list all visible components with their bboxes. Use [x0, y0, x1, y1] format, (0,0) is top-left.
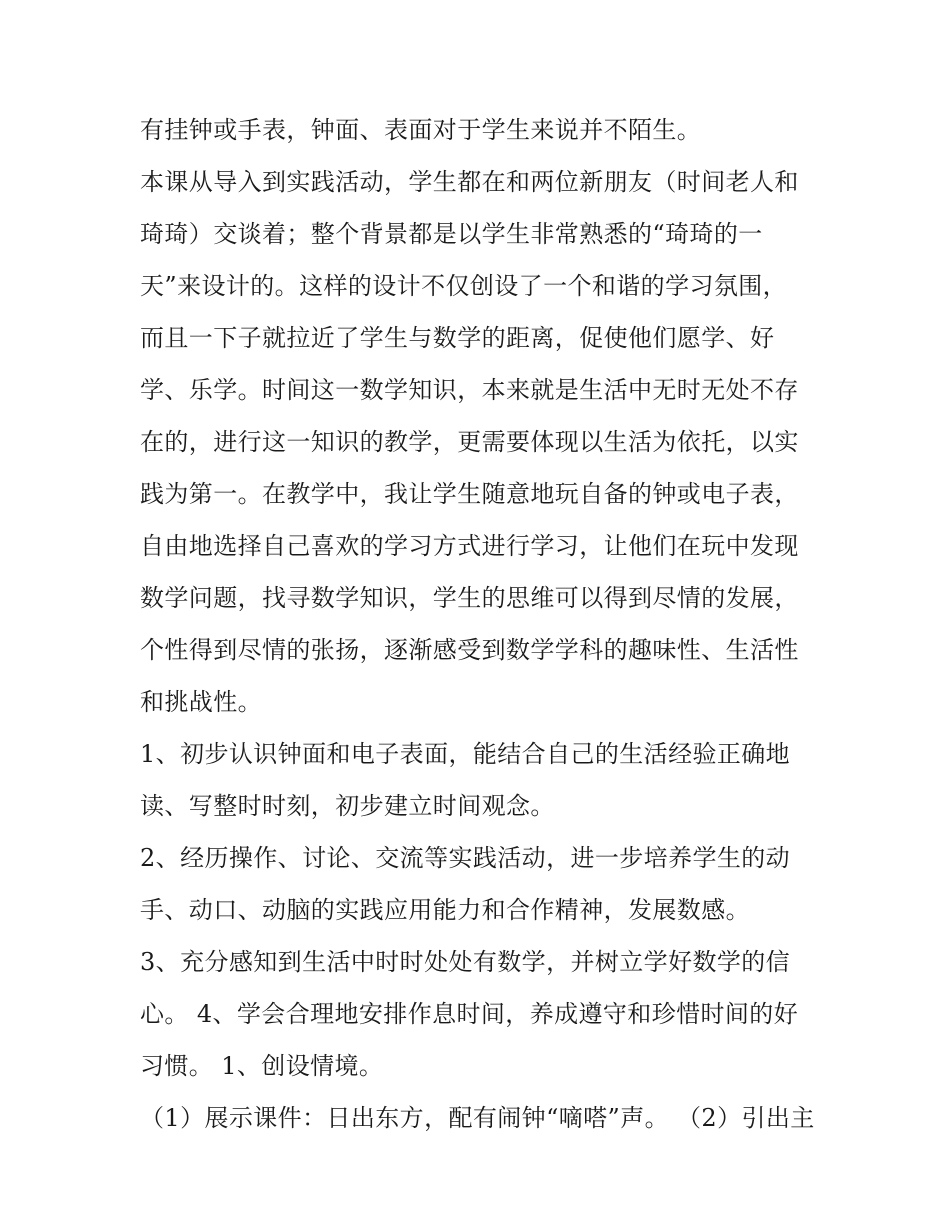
text-line: 手、动口、动脑的实践应用能力和合作精神，发展数感。: [140, 896, 750, 924]
text-line: 和挑战性。: [140, 688, 262, 716]
text-line: 心。 4、学会合理地安排作息时间，养成遵守和珍惜时间的好: [140, 1000, 799, 1028]
text-line: 3、充分感知到生活中时时处处有数学，并树立学好数学的信: [140, 948, 791, 976]
text-line: 个性得到尽情的张扬，逐渐感受到数学学科的趣味性、生活性: [140, 636, 799, 664]
text-line: 有挂钟或手表，钟面、表面对于学生来说并不陌生。: [140, 116, 702, 144]
text-line: 琦琦）交谈着；整个背景都是以学生非常熟悉的“琦琦的一: [140, 220, 763, 248]
text-line: 而且一下子就拉近了学生与数学的距离，促使他们愿学、好: [140, 324, 775, 352]
text-line: 1、初步认识钟面和电子表面，能结合自己的生活经验正确地: [140, 740, 791, 768]
text-line: （1）展示课件：日出东方，配有闹钟“嘀嗒”声。 （2）引出主: [140, 1104, 815, 1132]
text-line: 践为第一。在教学中，我让学生随意地玩自备的钟或电子表，: [140, 480, 799, 508]
text-line: 习惯。 1、创设情境。: [140, 1052, 384, 1080]
text-line: 在的，进行这一知识的教学，更需要体现以生活为依托，以实: [140, 428, 799, 456]
text-line: 本课从导入到实践活动，学生都在和两位新朋友（时间老人和: [140, 168, 799, 196]
text-line: 数学问题，找寻数学知识，学生的思维可以得到尽情的发展，: [140, 584, 799, 612]
text-line: 天”来设计的。这样的设计不仅创设了一个和谐的学习氛围，: [140, 272, 788, 300]
text-line: 学、乐学。时间这一数学知识，本来就是生活中无时无处不存: [140, 376, 799, 404]
text-line: 读、写整时时刻，初步建立时间观念。: [140, 792, 555, 820]
text-line: 2、经历操作、讨论、交流等实践活动，进一步培养学生的动: [140, 844, 791, 872]
text-line: 自由地选择自己喜欢的学习方式进行学习，让他们在玩中发现: [140, 532, 799, 560]
